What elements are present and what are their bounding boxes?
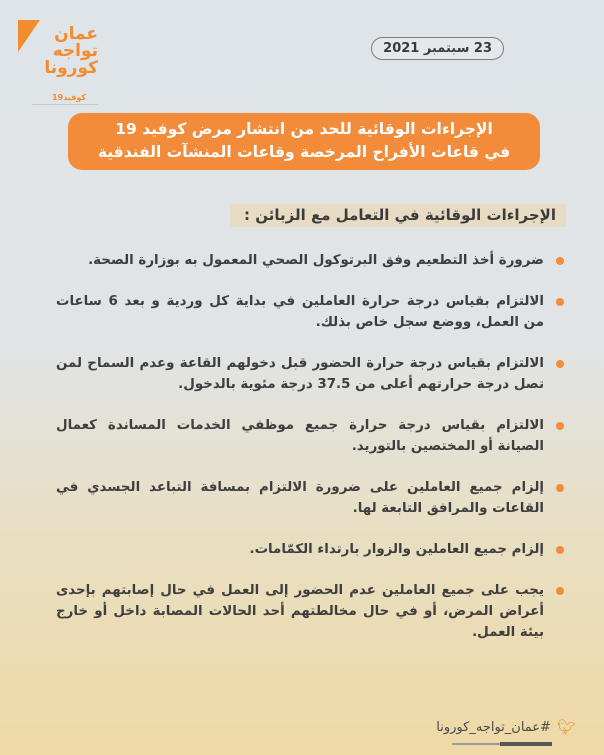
bullet-icon	[556, 422, 564, 430]
list-item	[56, 477, 566, 519]
hashtag-text[interactable]: #عمان_تواجه_كورونا	[436, 719, 551, 735]
list-item-text: الالتزام بقياس درجة حرارة جميع موظفي الخدمات المساندة كعمال الصيانة أو المختصين بالتوريد.	[56, 418, 544, 454]
list-item-text: يجب على جميع العاملين عدم الحضور إلى العمل في حال إصابتهم بإحدى أعراض المرض، أو في حال مخالطتهم أحد الحالات المصابة داخل أو خارج بيئة العمل.	[56, 583, 544, 640]
logo-text	[44, 26, 98, 77]
logo-subtitle	[32, 94, 98, 105]
footer-divider	[452, 743, 552, 745]
banner-line-2: في قاعات الأفراح المرخصة وقاعات المنشآت الفندقية	[97, 143, 511, 161]
list-item	[56, 353, 566, 395]
bullet-icon	[556, 546, 564, 554]
list-item	[56, 580, 566, 643]
date-badge: 23 سبتمبر 2021	[371, 37, 504, 60]
footer-divider-accent	[500, 742, 552, 746]
list-item-text: ضرورة أخذ التطعيم وفق البرتوكول الصحي المعمول به بوزارة الصحة.	[88, 253, 544, 268]
list-item-text: الالتزام بقياس درجة حرارة العاملين في بداية كل وردية و بعد 6 ساعات من العمل، ووضع سجل خاص بذلك.	[56, 294, 544, 330]
title-banner	[68, 113, 540, 170]
twitter-icon: 🐦︎	[556, 718, 576, 736]
logo-line-1: عمان	[54, 24, 98, 44]
bullet-icon	[556, 360, 564, 368]
list-item-text: إلزام جميع العاملين على ضرورة الالتزام بمسافة التباعد الجسدي في القاعات والمرافق التابعة لها.	[56, 480, 544, 516]
list-item	[56, 291, 566, 333]
bullet-icon	[556, 587, 564, 595]
logo-line-3: كورونا	[44, 58, 98, 78]
section-title: الإجراءات الوقائية في التعامل مع الزبائن :	[230, 204, 566, 227]
list-item	[56, 539, 566, 560]
list-item	[56, 250, 566, 271]
bullet-icon	[556, 298, 564, 306]
list-item	[56, 415, 566, 457]
logo-triangle-icon	[18, 20, 40, 52]
bullet-icon	[556, 257, 564, 265]
banner-line-1: الإجراءات الوقائية للحد من انتشار مرض كوفيد 19	[115, 120, 493, 138]
bullet-icon	[556, 484, 564, 492]
list-item-text: الالتزام بقياس درجة حرارة الحضور قبل دخولهم القاعة وعدم السماح لمن تصل درجة حرارتهم أعلى من 37.5 درجة مئوية بالدخول.	[56, 356, 544, 392]
logo-line-2: تواجه	[52, 41, 98, 61]
measures-list	[56, 250, 566, 663]
list-item-text: إلزام جميع العاملين والزوار بارتداء الكمّامات.	[249, 542, 544, 557]
footer-hashtag	[436, 718, 576, 736]
logo-subtitle-text: كوفيد19	[52, 93, 86, 102]
logo	[18, 20, 98, 102]
